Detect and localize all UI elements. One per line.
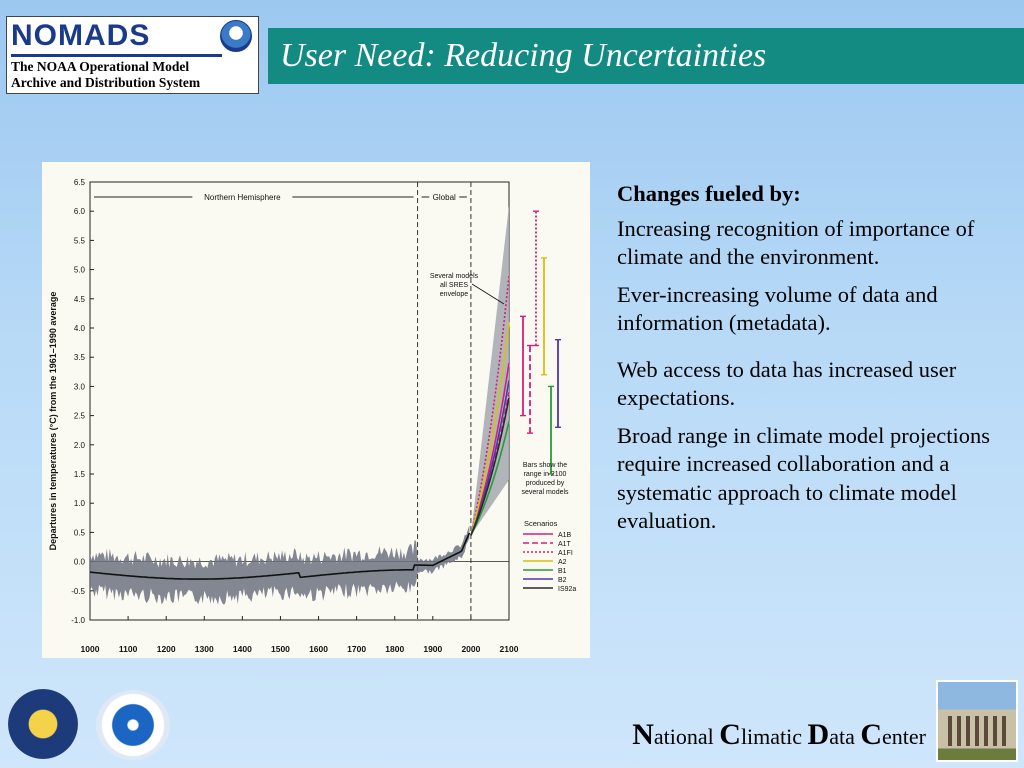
footer-letter-c2: C [860,718,883,751]
bars-note-line-0: Bars show the [522,462,568,469]
y-tick-label-8: 3.0 [73,382,85,392]
y-tick-label-1: -0.5 [71,586,85,596]
y-tick-label-2: 0.0 [73,557,85,567]
x-tick-label-5: 1500 [270,644,290,654]
logo-title: NOMADS [11,19,151,52]
slide-title: User Need: Reducing Uncertainties [280,37,767,74]
footer-letter-d: D [807,718,830,751]
global-label: Global [432,193,456,202]
title-banner [268,28,1024,84]
notes-heading: Changes fueled by: [617,181,801,206]
y-tick-label-3: 0.5 [73,528,85,538]
y-tick-label-9: 3.5 [73,353,85,363]
legend-label-A1FI: A1FI [558,550,573,557]
logo-divider [11,54,222,57]
x-tick-label-9: 1900 [423,644,443,654]
x-tick-label-4: 1400 [232,644,252,654]
y-tick-label-10: 4.0 [73,324,85,333]
x-tick-label-8: 1800 [385,644,405,654]
x-tick-label-11: 2100 [499,644,519,654]
footer-letter-c1: C [719,718,741,751]
notes-panel [617,180,1007,545]
logo-subtitle-line-2: Archive and Distribution System [11,75,201,90]
footer-word-ata: ata [829,724,861,749]
envelope-note-line-0: Several models [429,273,479,280]
legend-label-A1T: A1T [558,541,571,548]
ncdc-building-photo-icon [936,680,1018,762]
plot-frame [90,182,509,620]
notes-paragraph-1: Increasing recognition of importance of climate and the environment. [617,215,975,269]
legend-label-A2: A2 [558,559,567,566]
y-tick-label-15: 6.5 [73,178,85,187]
footer-ncdc-name [632,719,926,753]
bars-note-line-3: several models [521,489,569,496]
footer-word-enter: enter [882,724,926,749]
x-tick-label-0: 1000 [80,644,100,654]
notes-paragraph-2: Ever-increasing volume of data and information (metadata). [617,281,938,335]
footer-word-ational: ational [653,724,720,749]
y-tick-label-14: 6.0 [73,207,85,217]
notes-paragraph-3: Web access to data has increased user expectations. [617,356,957,410]
noaa-seal-icon [96,690,170,760]
x-tick-label-3: 1300 [194,644,214,654]
x-tick-label-1: 1100 [118,644,138,654]
nomads-logo [6,16,259,94]
footer-letter-n: N [632,718,654,751]
y-tick-label-5: 1.5 [73,470,85,479]
x-tick-label-10: 2000 [461,644,481,654]
x-tick-label-2: 1200 [156,644,176,654]
y-tick-label-7: 2.5 [73,411,85,421]
legend-label-B1: B1 [558,568,567,575]
footer-word-limatic: limatic [740,724,808,749]
northern-label: Northern Hemisphere [204,193,281,202]
legend-label-B2: B2 [558,577,567,584]
x-tick-label-7: 1700 [347,644,367,654]
y-tick-label-6: 2.0 [73,440,85,450]
y-axis-label: Departures in temperatures (°C) from the 1961–1990 average [48,291,58,551]
y-tick-label-0: -1.0 [71,616,85,625]
legend-label-A1B: A1B [558,532,572,539]
chart-svg [42,162,590,658]
x-tick-label-6: 1600 [309,644,329,654]
bars-note-line-1: range in 2100 [523,471,567,478]
bars-note-line-2: produced by [525,480,565,487]
temperature-chart [42,162,590,658]
logo-subtitle-line-1: The NOAA Operational Model [11,59,190,74]
envelope-note-line-2: envelope [439,291,469,298]
legend-title: Scenarios [524,519,558,528]
notes-paragraph-4: Broad range in climate model projections require increased collaboration and a systematic approach to climate model evaluation. [617,422,991,533]
department-of-commerce-seal-icon [8,689,78,759]
envelope-note-line-1: all SRES [439,282,469,289]
historical-uncertainty-band [90,525,469,604]
y-tick-label-11: 4.5 [73,294,85,304]
legend-label-IS92a: IS92a [558,586,577,593]
y-tick-label-4: 1.0 [73,499,85,509]
y-tick-label-12: 5.0 [73,265,85,275]
y-tick-label-13: 5.5 [73,236,85,246]
noaa-emblem-icon [220,20,252,52]
